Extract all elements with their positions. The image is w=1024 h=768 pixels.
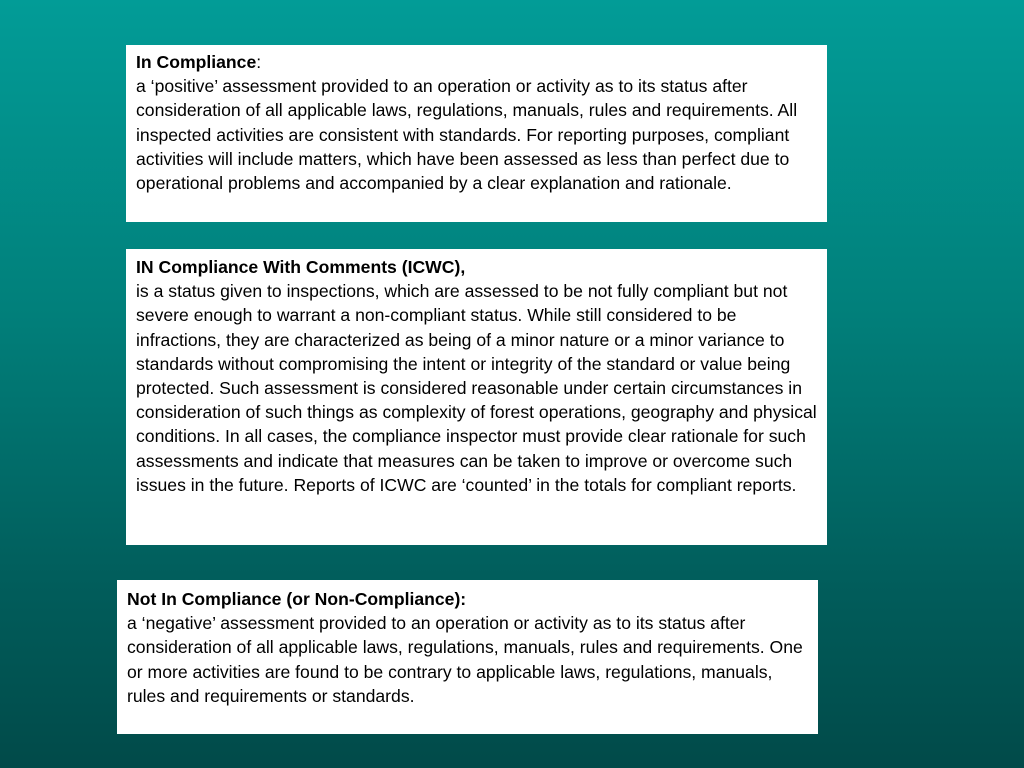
in-compliance-title-colon: : <box>256 52 262 72</box>
icwc-title: IN Compliance With Comments (ICWC), <box>136 257 466 277</box>
non-compliance-body: a ‘negative’ assessment provided to an operation or activity as to its status after consideration of all applicable laws, regulations, manuals, rules and requirements. One or more activities are found to be contrary to applicable laws, regulations, manuals, rules and requirements or standards. <box>127 613 803 706</box>
non-compliance-title: Not In Compliance (or Non-Compliance): <box>127 589 467 609</box>
in-compliance-body: a ‘positive’ assessment provided to an operation or activity as to its status after consideration of all applicable laws, regulations, manuals, rules and requirements. All inspected activities are consistent with standards. For reporting purposes, compliant activities will include matters, which have been assessed as less than perfect due to operational problems and accompanied by a clear explanation and rationale. <box>136 76 798 194</box>
in-compliance-title: In Compliance <box>136 52 257 72</box>
icwc-definition-box <box>126 249 827 545</box>
icwc-body: is a status given to inspections, which are assessed to be not fully compliant but not severe enough to warrant a non-compliant status. While still considered to be infractions, they are characterized as being of a minor nature or a minor variance to standards without compromising the intent or integrity of the standard or value being protected. Such assessment is considered reasonable under certain circumstances in consideration of such things as complexity of forest operations, geography and physical conditions. In all cases, the compliance inspector must provide clear rationale for such assessments and indicate that measures can be taken to improve or overcome such issues in the future. Reports of ICWC are ‘counted’ in the totals for compliant reports. <box>136 281 817 495</box>
in-compliance-definition-box <box>126 45 827 222</box>
non-compliance-definition-box <box>117 580 818 734</box>
